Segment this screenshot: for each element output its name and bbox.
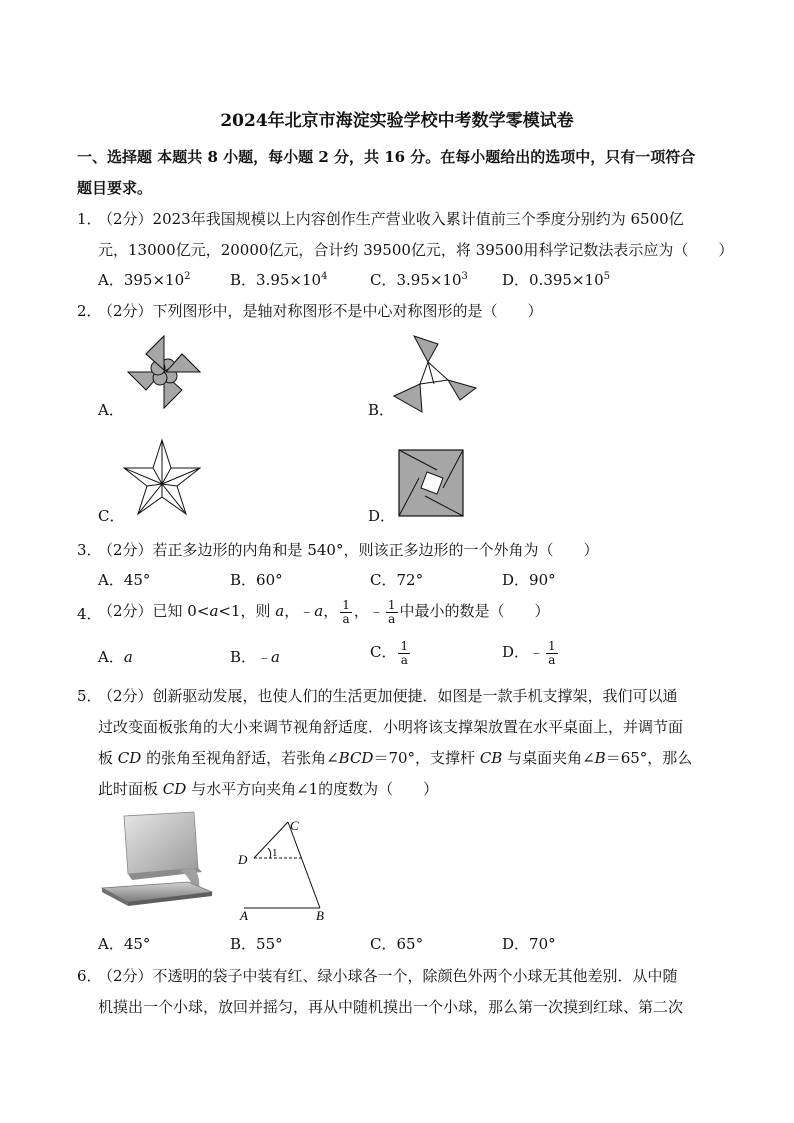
figure-c-star [120,436,204,520]
q4-option-a: A．a [98,648,133,666]
q1-option-a: A．$395\times 10^2$ [98,271,191,289]
q3-option-c: C．72° [370,571,424,589]
q3-option-d: D．90° [502,571,556,589]
q2-number: 2． [77,302,102,320]
q5-option-d: D．70° [502,935,556,953]
q4-option-d: D．﹣ $\frac{1}{a}$ [502,638,556,667]
phone-stand-image [98,810,216,908]
section-header-line2: 题目要求。 [77,179,153,197]
figure-a-pinwheel [122,332,206,412]
q5-option-a: A．45° [98,935,151,953]
q1-number: 1． [77,210,102,228]
q2-text: （2分）下列图形中，是轴对称图形不是中心对称图形的是（ ） [98,302,543,320]
q3-option-b: B．60° [230,571,283,589]
label-a: A [240,908,248,922]
q3-text: （2分）若正多边形的内角和是 540°，则该正多边形的一个外角为（ ） [98,541,599,559]
page-title: 2024年北京市海淀实验学校中考数学零模试卷 [220,111,574,131]
q5-line2: 过改变面板张角的大小来调节视角舒适度．小明将该支撑架放置在水平桌面上，并调节面 [98,718,684,736]
q4-frac-2: $\frac{1}{a}$ [387,597,396,626]
q6-number: 6． [77,967,102,985]
q5-number: 5． [77,687,102,705]
q5-option-b: B．55° [230,935,283,953]
q4-text: （2分）已知 0<a<1，则 a，﹣a， $\frac{1}{a}$ ，﹣ $\frac{1}{a}$ 中最小的数是（ ） [98,597,550,626]
q2-label-c: C． [98,507,125,525]
section-header-line1: 一、选择题 本题共 8 小题，每小题 2 分，共 16 分。在每小题给出的选项中，只有一项符合 [77,148,696,166]
angle-diagram [234,808,334,922]
q1-line2: 元，13000亿元，20000亿元，合计约 39500亿元，将 39500用科学记数法表示应为（ ） [98,241,734,259]
q5-line1: （2分）创新驱动发展，也使人们的生活更加便捷．如图是一款手机支撑架，我们可以通 [98,687,678,705]
figure-d-square [397,448,465,518]
q5-option-c: C．65° [370,935,424,953]
q3-number: 3． [77,541,102,559]
q1-option-b: B．$3.95\times 10^4$ [230,271,328,289]
q5-line3: 板 CD 的张角至视角舒适，若张角∠BCD＝70°，支撑杆 CB 与桌面夹角∠B＝65°，那么 [98,749,693,767]
q2-label-b: B． [368,401,395,419]
q4-option-c: C． $\frac{1}{a}$ [370,638,409,667]
label-c: C [290,818,299,833]
q5-line4: 此时面板 CD 与水平方向夹角∠1的度数为（ ） [98,780,439,798]
figure-b-triangles [390,332,480,414]
label-angle-1: 1 [272,847,278,859]
q4-frac-1: $\frac{1}{a}$ [342,597,350,626]
q2-label-d: D． [368,507,396,525]
q1-option-c: C．$3.95\times 10^3$ [370,271,468,289]
label-b: B [316,908,324,922]
q1-line1: （2分）2023年我国规模以上内容创作生产营业收入累计值前三个季度分别约为 6500亿 [98,210,684,228]
q4-option-b: B．﹣a [230,648,280,666]
q3-option-a: A．45° [98,571,151,589]
q6-line2: 机摸出一个小球，放回并摇匀，再从中随机摸出一个小球，那么第一次摸到红球、第二次 [98,998,684,1016]
label-d: D [238,852,248,867]
q6-line1: （2分）不透明的袋子中装有红、绿小球各一个，除颜色外两个小球无其他差别．从中随 [98,967,678,985]
q1-option-d: D．$0.395\times 10^5$ [502,271,611,289]
q2-label-a: A． [98,401,124,419]
q4-number: 4． [77,605,102,623]
